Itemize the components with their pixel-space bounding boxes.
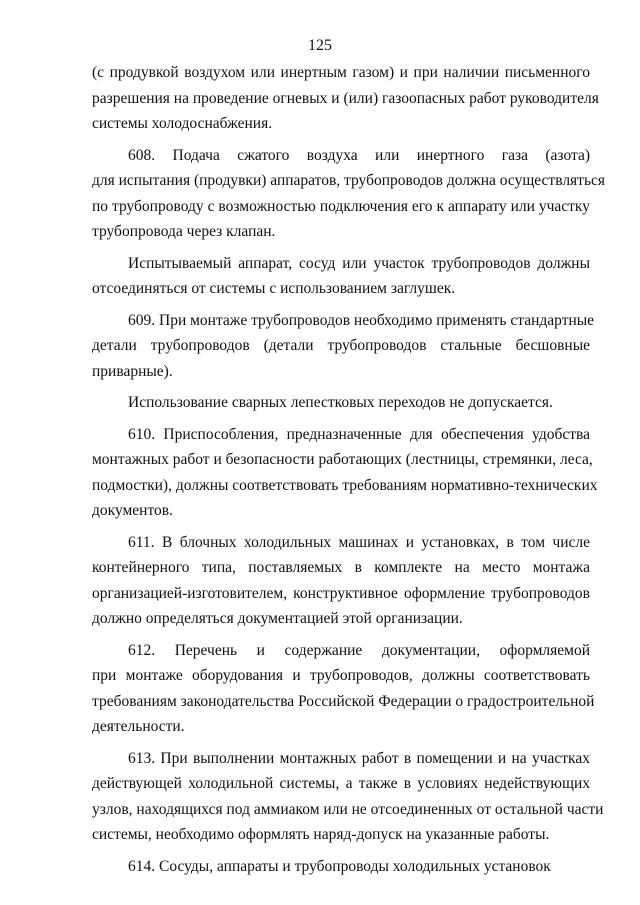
text-line: 608. Подача сжатого воздуха или инертного газа (азота)	[128, 146, 590, 164]
text-line: подмостки), должны соответствовать требованиям нормативно-технических	[92, 476, 598, 494]
text-line: 612. Перечень и содержание документации, оформляемой	[128, 641, 590, 659]
text-line: должно определяться документацией этой организации.	[92, 610, 463, 627]
text-line: по трубопроводу с возможностью подключения его к аппарату или участку	[92, 197, 590, 215]
paragraph-p-612	[92, 638, 595, 740]
text-line: отсоединяться от системы с использованием заглушек.	[92, 280, 456, 297]
text-line: действующей холодильной системы, а также в условиях недействующих	[92, 775, 590, 792]
paragraph-p-613	[92, 746, 604, 848]
text-line: документов.	[92, 502, 173, 519]
text-line: 613. При выполнении монтажных работ в помещении и на участках	[128, 749, 590, 767]
text-line: требованиям законодательства Российской Федерации о градостроительной	[92, 692, 595, 710]
text-line: Использование сварных лепестковых переходов не допускается.	[128, 394, 553, 411]
text-line: при монтаже оборудования и трубопроводов, должны соответствовать	[92, 667, 590, 684]
text-line: (с продувкой воздухом или инертным газом) и при наличии письменного	[92, 64, 590, 81]
text-line: Испытываемый аппарат, сосуд или участок трубопроводов должны	[128, 254, 590, 272]
text-line: 614. Сосуды, аппараты и трубопроводы холодильных установок	[128, 857, 551, 875]
paragraph-p-608	[92, 143, 606, 245]
text-line: 611. В блочных холодильных машинах и установках, в том числе	[128, 533, 590, 551]
text-line: трубопровода через клапан.	[92, 223, 276, 240]
paragraph-p-610	[92, 422, 598, 524]
text-line: узлов, находящихся под аммиаком или не отсоединенных от остальной части	[92, 800, 604, 818]
paragraph-p-608-2	[92, 251, 590, 302]
text-line: 609. При монтаже трубопроводов необходимо применять стандартные	[128, 311, 595, 329]
text-line: приварные).	[92, 362, 173, 380]
text-line: разрешения на проведение огневых и (или) газоопасных работ руководителя	[92, 89, 599, 107]
paragraph-p-614	[92, 854, 590, 880]
text-line: системы холодоснабжения.	[92, 115, 273, 132]
text-line: 610. Приспособления, предназначенные для обеспечения удобства	[128, 425, 590, 443]
page-number: 125	[308, 37, 332, 54]
paragraph-p-609-2	[92, 390, 590, 416]
text-line: организацией-изготовителем, конструктивное оформление трубопроводов	[92, 584, 590, 602]
paragraph-p-609	[92, 308, 595, 385]
paragraph-p-continuation	[92, 60, 599, 137]
text-line: деятельности.	[92, 718, 185, 735]
document-body	[92, 60, 606, 885]
text-line: для испытания (продувки) аппаратов, трубопроводов должна осуществляться	[92, 172, 606, 189]
text-line: контейнерного типа, поставляемых в комплекте на место монтажа	[92, 559, 590, 576]
text-line: монтажных работ и безопасности работающих (лестницы, стремянки, леса,	[92, 451, 593, 468]
text-line: детали трубопроводов (детали трубопроводов стальные бесшовные	[92, 337, 590, 354]
paragraph-p-611	[92, 530, 590, 632]
text-line: системы, необходимо оформлять наряд-допуск на указанные работы.	[92, 826, 550, 843]
